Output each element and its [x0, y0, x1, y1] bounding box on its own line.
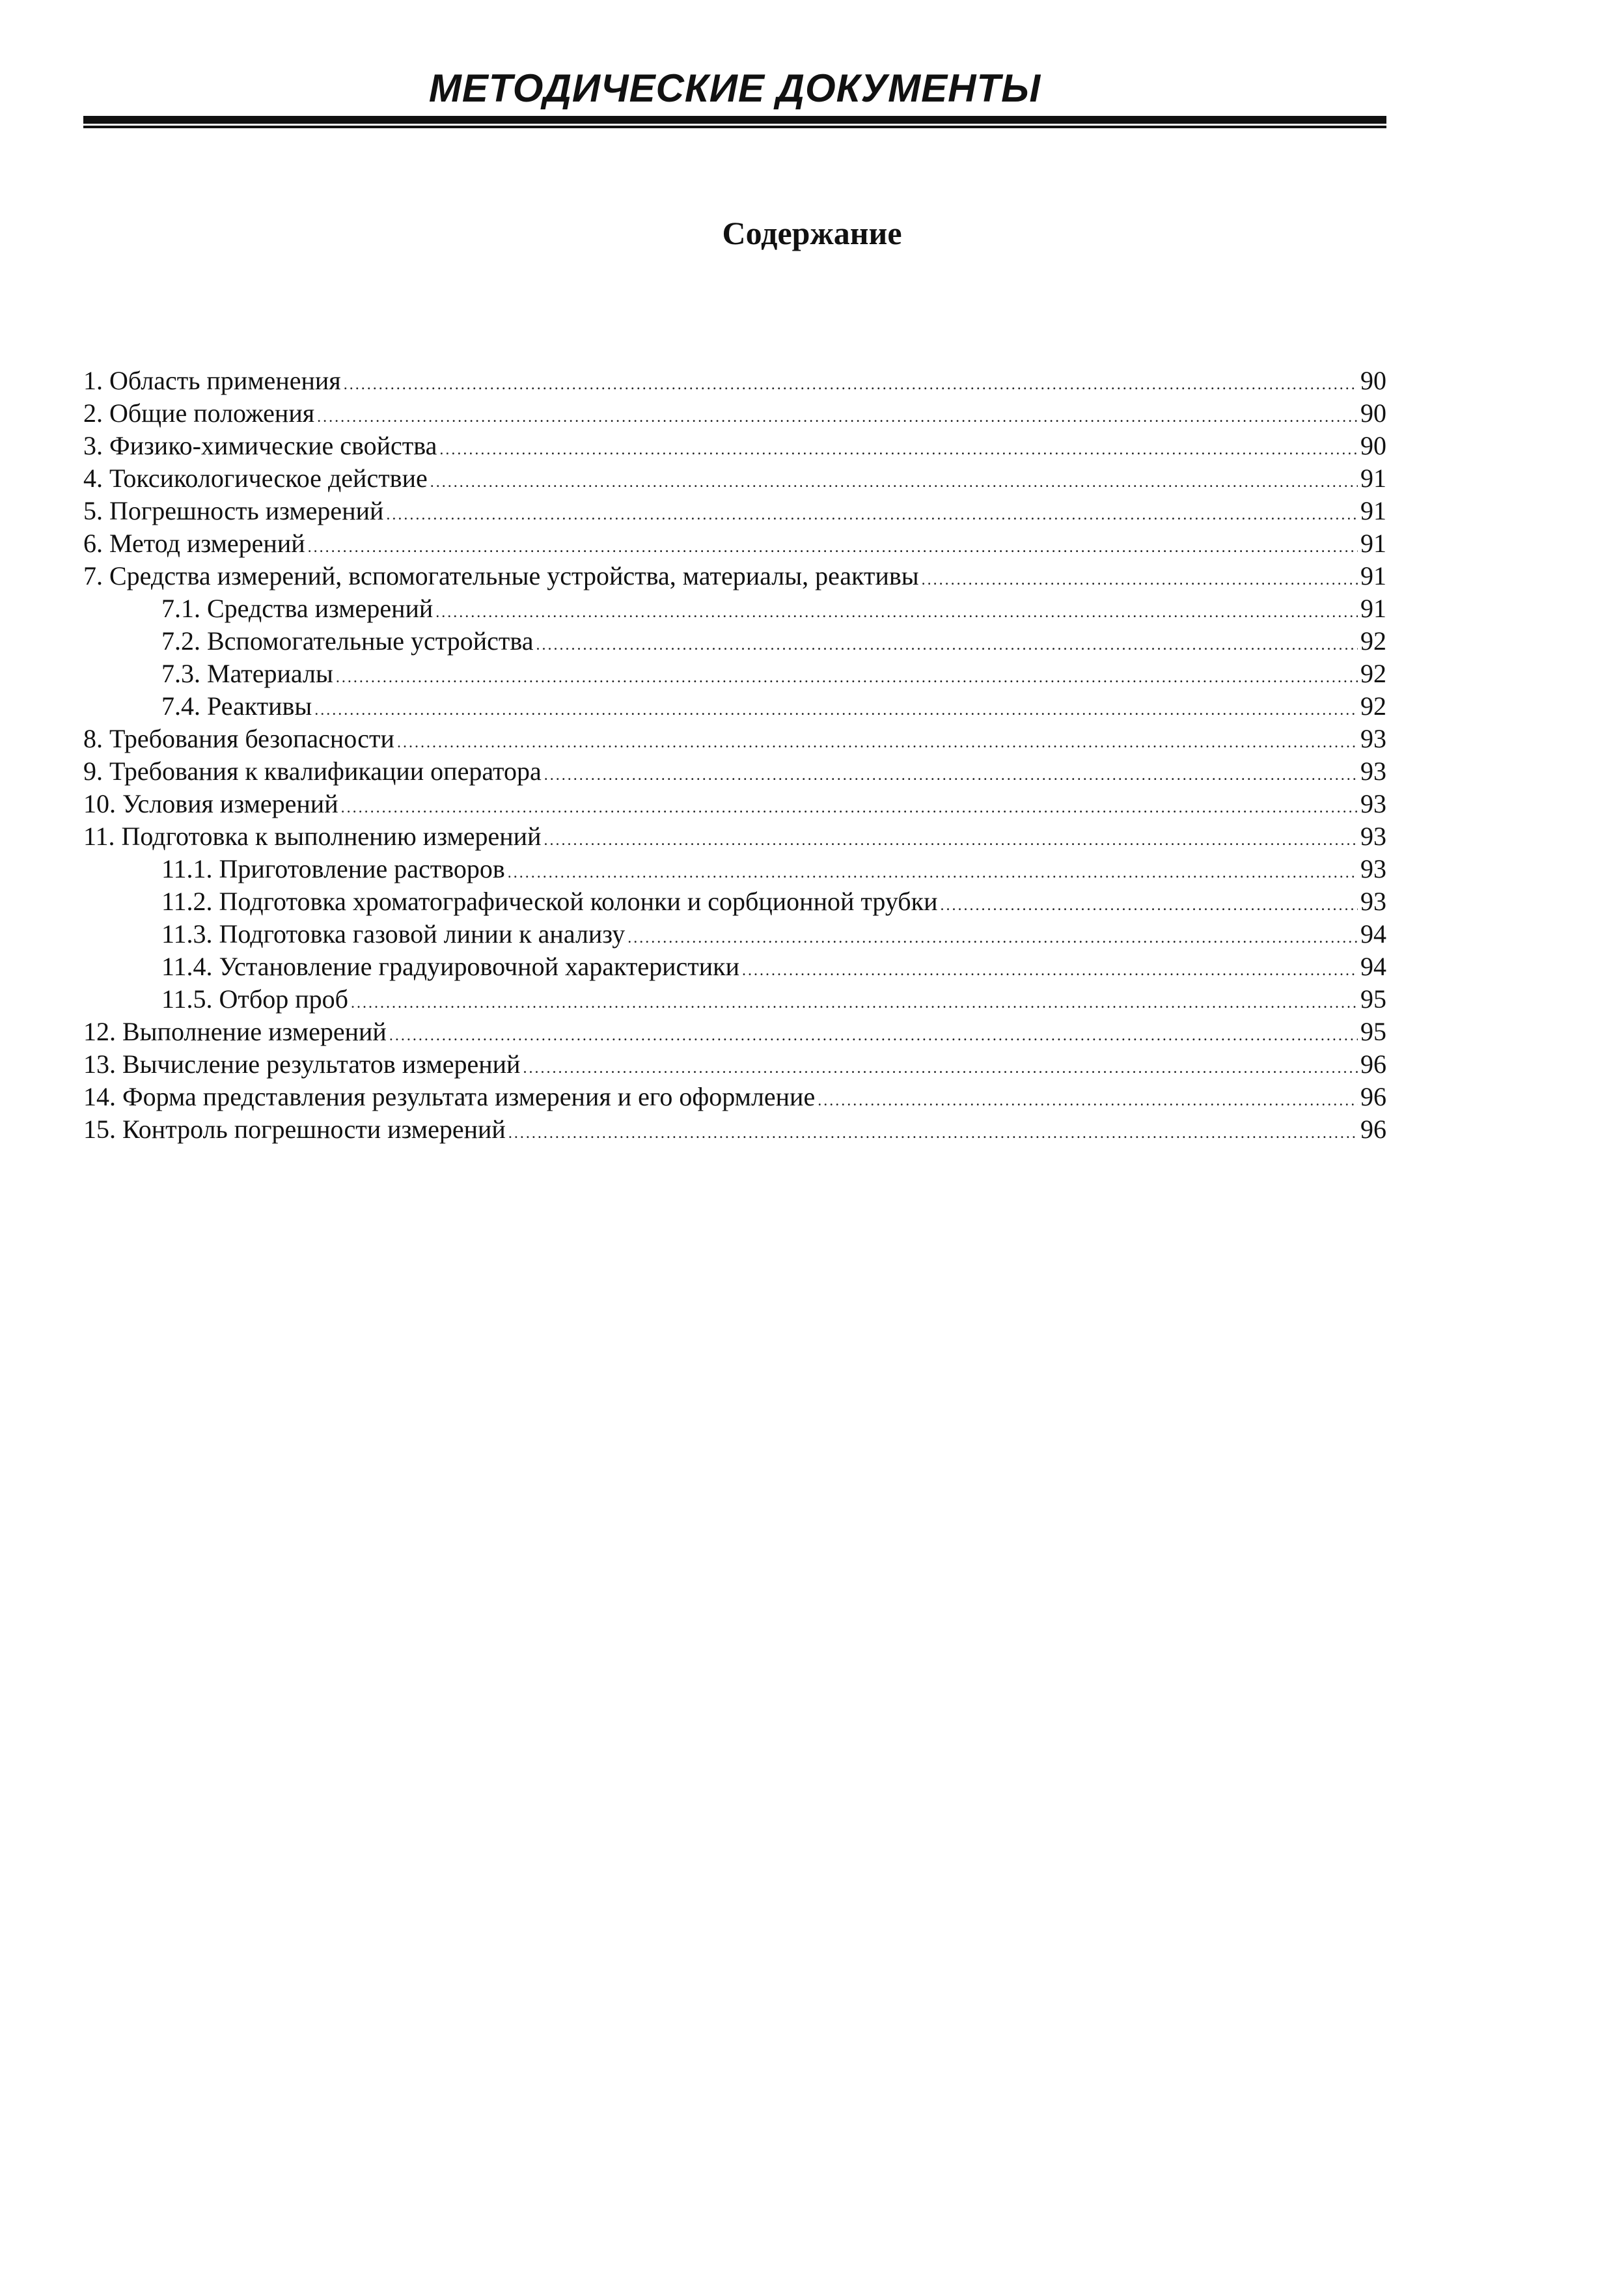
- table-of-contents: [83, 365, 1386, 1146]
- toc-leader-dots: [317, 401, 1358, 434]
- toc-subentry[interactable]: [83, 690, 1386, 723]
- toc-entry-page: 91: [1360, 496, 1386, 525]
- toc-entry-page: 90: [1360, 431, 1386, 460]
- toc-entry-page: 94: [1360, 919, 1386, 949]
- toc-entry-label: 8. Требования безопасности: [83, 724, 394, 753]
- toc-leader-dots: [308, 531, 1358, 564]
- toc-entry-page: 93: [1360, 887, 1386, 916]
- toc-entry-page: 96: [1360, 1049, 1386, 1079]
- toc-entry-label: 2. Общие положения: [83, 398, 315, 428]
- toc-leader-dots: [544, 824, 1358, 857]
- toc-entry-page: 90: [1360, 366, 1386, 395]
- running-header: [83, 65, 1386, 137]
- toc-entry-label: 9. Требования к квалификации оператора: [83, 756, 542, 786]
- header-title: МЕТОДИЧЕСКИЕ ДОКУМЕНТЫ: [428, 66, 1041, 110]
- toc-entry[interactable]: [83, 365, 1386, 397]
- header-rule-thick: [83, 116, 1386, 124]
- toc-leader-dots: [508, 1117, 1358, 1150]
- toc-leader-dots: [544, 759, 1358, 792]
- toc-leader-dots: [435, 596, 1358, 629]
- toc-leader-dots: [351, 987, 1358, 1020]
- toc-entry[interactable]: [83, 1048, 1386, 1081]
- toc-subentry[interactable]: [83, 950, 1386, 983]
- toc-entry-page: 95: [1360, 984, 1386, 1014]
- toc-entry-label: 10. Условия измерений: [83, 789, 338, 818]
- toc-entry-label: 6. Метод измерений: [83, 529, 305, 558]
- toc-entry-label: 3. Физико-химические свойства: [83, 431, 437, 460]
- toc-entry[interactable]: [83, 1016, 1386, 1048]
- toc-entry-page: 96: [1360, 1115, 1386, 1144]
- toc-entry-label: 4. Токсикологическое действие: [83, 464, 428, 493]
- toc-entry-label: 7.2. Вспомогательные устройства: [161, 626, 534, 656]
- toc-leader-dots: [386, 499, 1358, 531]
- toc-leader-dots: [523, 1052, 1358, 1085]
- toc-leader-dots: [344, 368, 1358, 401]
- toc-entry-page: 90: [1360, 398, 1386, 428]
- toc-entry-label: 11.1. Приготовление растворов: [161, 854, 505, 883]
- toc-subentry[interactable]: [83, 918, 1386, 950]
- toc-leader-dots: [397, 727, 1358, 759]
- toc-entry-label: 7.1. Средства измерений: [161, 594, 434, 623]
- toc-entry-label: 12. Выполнение измерений: [83, 1017, 387, 1046]
- toc-leader-dots: [508, 857, 1358, 889]
- toc-entry-label: 11. Подготовка к выполнению измерений: [83, 822, 542, 851]
- toc-entry-label: 7. Средства измерений, вспомогательные устройства, материалы, реактивы: [83, 561, 919, 590]
- toc-leader-dots: [742, 954, 1358, 987]
- toc-subentry[interactable]: [83, 885, 1386, 918]
- toc-leader-dots: [336, 661, 1358, 694]
- toc-leader-dots: [536, 629, 1358, 661]
- toc-subentry[interactable]: [83, 853, 1386, 885]
- toc-entry[interactable]: [83, 430, 1386, 462]
- toc-entry-label: 5. Погрешность измерений: [83, 496, 384, 525]
- toc-leader-dots: [627, 922, 1358, 954]
- toc-entry-label: 15. Контроль погрешности измерений: [83, 1115, 506, 1144]
- toc-heading: Содержание: [722, 215, 902, 251]
- toc-subentry[interactable]: [83, 983, 1386, 1016]
- toc-subentry[interactable]: [83, 592, 1386, 625]
- toc-entry-page: 91: [1360, 529, 1386, 558]
- toc-leader-dots: [941, 889, 1358, 922]
- header-rule-thin: [83, 126, 1386, 128]
- toc-leader-dots: [389, 1020, 1358, 1052]
- toc-leader-dots: [439, 434, 1358, 466]
- toc-entry-label: 11.5. Отбор проб: [161, 984, 348, 1014]
- toc-entry-page: 92: [1360, 626, 1386, 656]
- toc-entry-page: 93: [1360, 724, 1386, 753]
- toc-entry-label: 11.4. Установление градуировочной характеристики: [161, 952, 739, 981]
- toc-entry[interactable]: [83, 397, 1386, 430]
- toc-leader-dots: [341, 792, 1358, 824]
- toc-entry[interactable]: [83, 495, 1386, 527]
- toc-entry-page: 91: [1360, 561, 1386, 590]
- toc-entry-page: 93: [1360, 854, 1386, 883]
- toc-entry[interactable]: [83, 755, 1386, 788]
- toc-entry[interactable]: [83, 820, 1386, 853]
- toc-entry[interactable]: [83, 527, 1386, 560]
- toc-leader-dots: [818, 1085, 1358, 1117]
- toc-leader-dots: [922, 564, 1358, 596]
- toc-entry[interactable]: [83, 1081, 1386, 1113]
- toc-entry-page: 93: [1360, 756, 1386, 786]
- toc-subentry[interactable]: [83, 625, 1386, 658]
- toc-entry-label: 14. Форма представления результата измерения и его оформление: [83, 1082, 816, 1111]
- toc-leader-dots: [314, 694, 1358, 727]
- toc-entry-page: 95: [1360, 1017, 1386, 1046]
- toc-subentry[interactable]: [83, 658, 1386, 690]
- toc-entry-page: 94: [1360, 952, 1386, 981]
- toc-entry-label: 11.2. Подготовка хроматографической колонки и сорбционной трубки: [161, 887, 938, 916]
- toc-entry[interactable]: [83, 560, 1386, 592]
- toc-entry-page: 92: [1360, 691, 1386, 721]
- toc-entry-label: 1. Область применения: [83, 366, 341, 395]
- toc-entry[interactable]: [83, 723, 1386, 755]
- toc-leader-dots: [430, 466, 1358, 499]
- toc-entry-page: 91: [1360, 594, 1386, 623]
- toc-entry[interactable]: [83, 1113, 1386, 1146]
- toc-entry-page: 96: [1360, 1082, 1386, 1111]
- toc-entry-page: 93: [1360, 822, 1386, 851]
- toc-entry-label: 7.3. Материалы: [161, 659, 333, 688]
- toc-entry[interactable]: [83, 462, 1386, 495]
- toc-entry-page: 93: [1360, 789, 1386, 818]
- toc-entry[interactable]: [83, 788, 1386, 820]
- toc-entry-label: 7.4. Реактивы: [161, 691, 312, 721]
- toc-entry-page: 92: [1360, 659, 1386, 688]
- toc-entry-page: 91: [1360, 464, 1386, 493]
- toc-entry-label: 11.3. Подготовка газовой линии к анализу: [161, 919, 626, 949]
- toc-entry-label: 13. Вычисление результатов измерений: [83, 1049, 521, 1079]
